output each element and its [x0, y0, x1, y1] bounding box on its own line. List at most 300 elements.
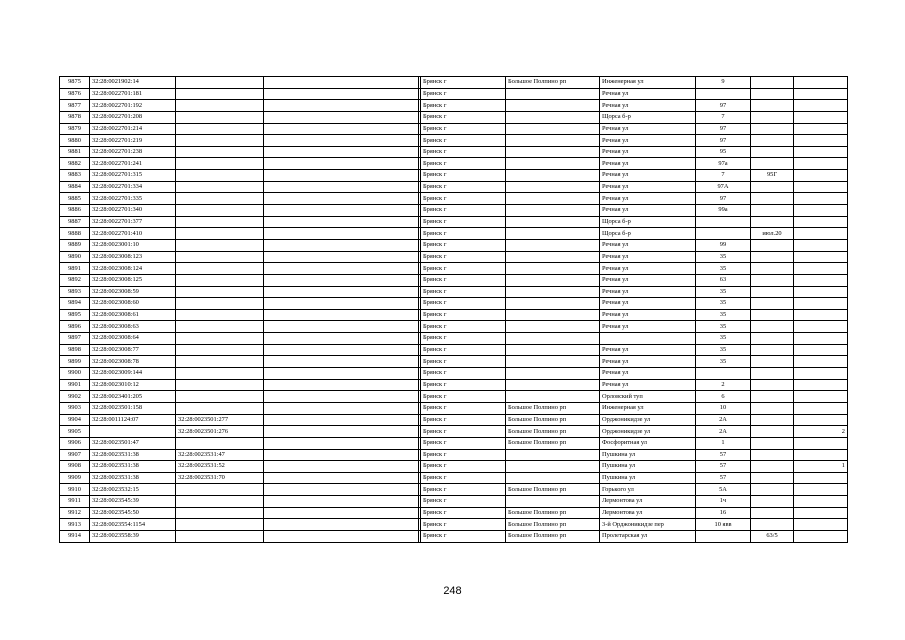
- house-cell: 10: [696, 402, 751, 414]
- building-cell: [751, 449, 794, 461]
- linked-cadastral-cell: [176, 111, 264, 123]
- row-number-cell: 9880: [60, 135, 90, 147]
- table-row: [60, 123, 848, 135]
- house-cell: 57: [696, 461, 751, 473]
- table-row: [60, 158, 848, 170]
- table-row: [60, 228, 848, 240]
- table-row: [60, 426, 848, 438]
- settlement-cell: [506, 263, 600, 275]
- unit-cell: [794, 472, 848, 484]
- empty-cell: [264, 321, 419, 333]
- house-cell: 57: [696, 449, 751, 461]
- unit-cell: [794, 298, 848, 310]
- table-row: [60, 321, 848, 333]
- table-row: [60, 251, 848, 263]
- unit-cell: [794, 309, 848, 321]
- unit-cell: [794, 402, 848, 414]
- linked-cadastral-cell: 32:28:0023531:52: [176, 461, 264, 473]
- unit-cell: 1: [794, 461, 848, 473]
- empty-cell: [264, 530, 419, 542]
- empty-cell: [264, 193, 419, 205]
- row-number-cell: 9884: [60, 181, 90, 193]
- house-cell: [696, 216, 751, 228]
- table-row: [60, 368, 848, 380]
- house-cell: 97а: [696, 158, 751, 170]
- linked-cadastral-cell: [176, 368, 264, 380]
- cadastral-number-cell: 32:28:0023008:61: [90, 309, 176, 321]
- settlement-cell: [506, 228, 600, 240]
- house-cell: 35: [696, 286, 751, 298]
- unit-cell: [794, 228, 848, 240]
- settlement-cell: [506, 298, 600, 310]
- building-cell: [751, 146, 794, 158]
- row-number-cell: 9913: [60, 519, 90, 531]
- unit-cell: [794, 344, 848, 356]
- settlement-cell: [506, 193, 600, 205]
- unit-cell: [794, 507, 848, 519]
- table-row: [60, 402, 848, 414]
- table-row: [60, 193, 848, 205]
- city-cell: Брянск г: [421, 321, 506, 333]
- street-cell: Речная ул: [600, 379, 696, 391]
- linked-cadastral-cell: [176, 321, 264, 333]
- empty-cell: [264, 170, 419, 182]
- house-cell: 1: [696, 437, 751, 449]
- house-cell: 97: [696, 100, 751, 112]
- row-number-cell: 9875: [60, 77, 90, 89]
- street-cell: Речная ул: [600, 274, 696, 286]
- empty-cell: [264, 77, 419, 89]
- page-number: 248: [443, 585, 462, 597]
- cadastral-number-cell: 32:28:0023501:47: [90, 437, 176, 449]
- empty-cell: [264, 286, 419, 298]
- cadastral-number-cell: 32:28:0011124:07: [90, 414, 176, 426]
- linked-cadastral-cell: [176, 146, 264, 158]
- table-row: [60, 461, 848, 473]
- street-cell: Речная ул: [600, 181, 696, 193]
- house-cell: 97: [696, 123, 751, 135]
- cadastral-number-cell: 32:28:0023401:205: [90, 391, 176, 403]
- building-cell: [751, 368, 794, 380]
- street-cell: Щорса б-р: [600, 216, 696, 228]
- table-row: [60, 309, 848, 321]
- linked-cadastral-cell: [176, 239, 264, 251]
- settlement-cell: Большое Полпино рп: [506, 402, 600, 414]
- empty-cell: [264, 181, 419, 193]
- linked-cadastral-cell: 32:28:0023531:70: [176, 472, 264, 484]
- cadastral-number-cell: 32:28:0022701:315: [90, 170, 176, 182]
- linked-cadastral-cell: [176, 216, 264, 228]
- empty-cell: [264, 135, 419, 147]
- linked-cadastral-cell: [176, 263, 264, 275]
- house-cell: 6: [696, 391, 751, 403]
- unit-cell: [794, 368, 848, 380]
- linked-cadastral-cell: [176, 356, 264, 368]
- settlement-cell: Большое Полпино рп: [506, 507, 600, 519]
- house-cell: 9: [696, 77, 751, 89]
- city-cell: Брянск г: [421, 449, 506, 461]
- table-row: [60, 111, 848, 123]
- house-cell: 35: [696, 344, 751, 356]
- building-cell: [751, 274, 794, 286]
- building-cell: [751, 100, 794, 112]
- row-number-cell: 9894: [60, 298, 90, 310]
- empty-cell: [264, 507, 419, 519]
- building-cell: июл.20: [751, 228, 794, 240]
- linked-cadastral-cell: [176, 507, 264, 519]
- empty-cell: [264, 519, 419, 531]
- cadastral-number-cell: 32:28:0022701:208: [90, 111, 176, 123]
- building-cell: [751, 158, 794, 170]
- cadastral-number-cell: 32:28:0023009:144: [90, 368, 176, 380]
- settlement-cell: Большое Полпино рп: [506, 437, 600, 449]
- unit-cell: [794, 263, 848, 275]
- house-cell: [696, 530, 751, 542]
- street-cell: Пролетарская ул: [600, 530, 696, 542]
- settlement-cell: [506, 158, 600, 170]
- street-cell: Пушкина ул: [600, 472, 696, 484]
- settlement-cell: Большое Полпино рп: [506, 414, 600, 426]
- linked-cadastral-cell: [176, 193, 264, 205]
- house-cell: 97: [696, 135, 751, 147]
- empty-cell: [264, 263, 419, 275]
- linked-cadastral-cell: [176, 437, 264, 449]
- settlement-cell: Большое Полпино рп: [506, 426, 600, 438]
- street-cell: Речная ул: [600, 100, 696, 112]
- empty-cell: [264, 391, 419, 403]
- house-cell: 97: [696, 193, 751, 205]
- city-cell: Брянск г: [421, 437, 506, 449]
- row-number-cell: 9898: [60, 344, 90, 356]
- house-cell: 35: [696, 251, 751, 263]
- row-number-cell: 9903: [60, 402, 90, 414]
- street-cell: Речная ул: [600, 146, 696, 158]
- empty-cell: [264, 146, 419, 158]
- street-cell: Пушкина ул: [600, 449, 696, 461]
- settlement-cell: [506, 391, 600, 403]
- empty-cell: [264, 100, 419, 112]
- cadastral-number-cell: 32:28:0022701:192: [90, 100, 176, 112]
- street-cell: Речная ул: [600, 135, 696, 147]
- street-cell: Щорса б-р: [600, 111, 696, 123]
- city-cell: Брянск г: [421, 181, 506, 193]
- building-cell: [751, 484, 794, 496]
- street-cell: Лермонтова ул: [600, 507, 696, 519]
- unit-cell: [794, 111, 848, 123]
- street-cell: Пушкина ул: [600, 461, 696, 473]
- cadastral-number-cell: 32:28:0021902:14: [90, 77, 176, 89]
- linked-cadastral-cell: [176, 135, 264, 147]
- unit-cell: [794, 484, 848, 496]
- house-cell: 35: [696, 356, 751, 368]
- settlement-cell: [506, 239, 600, 251]
- cadastral-number-cell: 32:28:0023008:78: [90, 356, 176, 368]
- settlement-cell: [506, 181, 600, 193]
- table-row: [60, 274, 848, 286]
- empty-cell: [264, 309, 419, 321]
- empty-cell: [264, 228, 419, 240]
- cadastral-number-cell: 32:28:0023532:15: [90, 484, 176, 496]
- city-cell: Брянск г: [421, 228, 506, 240]
- empty-cell: [264, 356, 419, 368]
- row-number-cell: 9895: [60, 309, 90, 321]
- settlement-cell: [506, 216, 600, 228]
- table-row: [60, 286, 848, 298]
- empty-cell: [264, 274, 419, 286]
- city-cell: Брянск г: [421, 216, 506, 228]
- empty-cell: [264, 205, 419, 217]
- building-cell: [751, 344, 794, 356]
- row-number-cell: 9899: [60, 356, 90, 368]
- cadastral-number-cell: 32:28:0022701:335: [90, 193, 176, 205]
- unit-cell: [794, 356, 848, 368]
- cadastral-number-cell: 32:28:0023008:60: [90, 298, 176, 310]
- street-cell: Речная ул: [600, 239, 696, 251]
- house-cell: 35: [696, 309, 751, 321]
- building-cell: 63/5: [751, 530, 794, 542]
- city-cell: Брянск г: [421, 391, 506, 403]
- building-cell: [751, 356, 794, 368]
- settlement-cell: Большое Полпино рп: [506, 519, 600, 531]
- row-number-cell: 9885: [60, 193, 90, 205]
- linked-cadastral-cell: [176, 519, 264, 531]
- city-cell: Брянск г: [421, 111, 506, 123]
- table-row: [60, 379, 848, 391]
- empty-cell: [264, 158, 419, 170]
- table-body: [60, 77, 848, 543]
- unit-cell: [794, 88, 848, 100]
- table-row: [60, 100, 848, 112]
- settlement-cell: [506, 286, 600, 298]
- empty-cell: [264, 368, 419, 380]
- street-cell: Горького ул: [600, 484, 696, 496]
- linked-cadastral-cell: 32:28:0023501:277: [176, 414, 264, 426]
- unit-cell: [794, 77, 848, 89]
- cadastral-number-cell: 32:28:0023545:50: [90, 507, 176, 519]
- settlement-cell: [506, 461, 600, 473]
- cadastral-number-cell: 32:28:0022701:377: [90, 216, 176, 228]
- building-cell: [751, 239, 794, 251]
- cadastral-number-cell: 32:28:0023531:38: [90, 461, 176, 473]
- street-cell: Лермонтова ул: [600, 496, 696, 508]
- city-cell: Брянск г: [421, 379, 506, 391]
- unit-cell: [794, 333, 848, 345]
- linked-cadastral-cell: [176, 484, 264, 496]
- house-cell: 7: [696, 111, 751, 123]
- row-number-cell: 9904: [60, 414, 90, 426]
- row-number-cell: 9877: [60, 100, 90, 112]
- street-cell: Речная ул: [600, 298, 696, 310]
- unit-cell: [794, 181, 848, 193]
- row-number-cell: 9907: [60, 449, 90, 461]
- settlement-cell: Большое Полпино рп: [506, 77, 600, 89]
- linked-cadastral-cell: [176, 170, 264, 182]
- table-row: [60, 519, 848, 531]
- unit-cell: [794, 100, 848, 112]
- linked-cadastral-cell: [176, 100, 264, 112]
- city-cell: Брянск г: [421, 286, 506, 298]
- row-number-cell: 9910: [60, 484, 90, 496]
- building-cell: [751, 519, 794, 531]
- city-cell: Брянск г: [421, 170, 506, 182]
- cadastral-number-cell: 32:28:0023008:77: [90, 344, 176, 356]
- street-cell: Речная ул: [600, 123, 696, 135]
- row-number-cell: 9914: [60, 530, 90, 542]
- house-cell: [696, 88, 751, 100]
- building-cell: [751, 437, 794, 449]
- street-cell: [600, 333, 696, 345]
- row-number-cell: 9883: [60, 170, 90, 182]
- row-number-cell: 9908: [60, 461, 90, 473]
- empty-cell: [264, 239, 419, 251]
- row-number-cell: 9887: [60, 216, 90, 228]
- city-cell: Брянск г: [421, 146, 506, 158]
- row-number-cell: 9889: [60, 239, 90, 251]
- empty-cell: [264, 379, 419, 391]
- settlement-cell: [506, 170, 600, 182]
- linked-cadastral-cell: [176, 123, 264, 135]
- building-cell: [751, 426, 794, 438]
- cadastral-number-cell: 32:28:0023001:10: [90, 239, 176, 251]
- row-number-cell: 9890: [60, 251, 90, 263]
- building-cell: [751, 135, 794, 147]
- building-cell: [751, 461, 794, 473]
- house-cell: 35: [696, 263, 751, 275]
- cadastral-number-cell: 32:28:0023008:123: [90, 251, 176, 263]
- city-cell: Брянск г: [421, 251, 506, 263]
- linked-cadastral-cell: [176, 333, 264, 345]
- building-cell: [751, 496, 794, 508]
- linked-cadastral-cell: [176, 228, 264, 240]
- city-cell: Брянск г: [421, 77, 506, 89]
- street-cell: Орджоникидзе ул: [600, 426, 696, 438]
- unit-cell: [794, 274, 848, 286]
- cadastral-number-cell: 32:28:0023008:63: [90, 321, 176, 333]
- city-cell: Брянск г: [421, 135, 506, 147]
- city-cell: Брянск г: [421, 496, 506, 508]
- city-cell: Брянск г: [421, 368, 506, 380]
- unit-cell: [794, 321, 848, 333]
- unit-cell: [794, 170, 848, 182]
- empty-cell: [264, 216, 419, 228]
- cadastral-number-cell: [90, 426, 176, 438]
- settlement-cell: [506, 100, 600, 112]
- city-cell: Брянск г: [421, 484, 506, 496]
- street-cell: Речная ул: [600, 321, 696, 333]
- street-cell: Щорса б-р: [600, 228, 696, 240]
- unit-cell: [794, 123, 848, 135]
- city-cell: Брянск г: [421, 88, 506, 100]
- cadastral-number-cell: 32:28:0022701:214: [90, 123, 176, 135]
- empty-cell: [264, 251, 419, 263]
- unit-cell: [794, 146, 848, 158]
- street-cell: Речная ул: [600, 193, 696, 205]
- row-number-cell: 9900: [60, 368, 90, 380]
- table-row: [60, 484, 848, 496]
- unit-cell: [794, 391, 848, 403]
- linked-cadastral-cell: [176, 344, 264, 356]
- house-cell: 99а: [696, 205, 751, 217]
- building-cell: [751, 77, 794, 89]
- row-number-cell: 9892: [60, 274, 90, 286]
- house-cell: [696, 368, 751, 380]
- table-row: [60, 507, 848, 519]
- row-number-cell: 9878: [60, 111, 90, 123]
- street-cell: Речная ул: [600, 88, 696, 100]
- city-cell: Брянск г: [421, 426, 506, 438]
- building-cell: [751, 333, 794, 345]
- city-cell: Брянск г: [421, 356, 506, 368]
- house-cell: 35: [696, 333, 751, 345]
- table-row: [60, 88, 848, 100]
- cadastral-number-cell: 32:28:0022701:238: [90, 146, 176, 158]
- street-cell: Речная ул: [600, 205, 696, 217]
- settlement-cell: [506, 496, 600, 508]
- street-cell: Речная ул: [600, 368, 696, 380]
- empty-cell: [264, 333, 419, 345]
- linked-cadastral-cell: [176, 530, 264, 542]
- cadastral-number-cell: 32:28:0023008:64: [90, 333, 176, 345]
- city-cell: Брянск г: [421, 461, 506, 473]
- settlement-cell: [506, 449, 600, 461]
- cadastral-number-cell: 32:28:0023554:1154: [90, 519, 176, 531]
- settlement-cell: [506, 472, 600, 484]
- settlement-cell: [506, 205, 600, 217]
- cadastral-number-cell: 32:28:0022701:340: [90, 205, 176, 217]
- city-cell: Брянск г: [421, 344, 506, 356]
- row-number-cell: 9882: [60, 158, 90, 170]
- table-row: [60, 216, 848, 228]
- city-cell: Брянск г: [421, 333, 506, 345]
- building-cell: [751, 321, 794, 333]
- row-number-cell: 9909: [60, 472, 90, 484]
- linked-cadastral-cell: [176, 379, 264, 391]
- empty-cell: [264, 484, 419, 496]
- unit-cell: [794, 286, 848, 298]
- city-cell: Брянск г: [421, 100, 506, 112]
- row-number-cell: 9879: [60, 123, 90, 135]
- house-cell: 35: [696, 321, 751, 333]
- settlement-cell: [506, 368, 600, 380]
- building-cell: [751, 123, 794, 135]
- building-cell: [751, 111, 794, 123]
- street-cell: Орджоникидзе ул: [600, 414, 696, 426]
- empty-cell: [264, 496, 419, 508]
- linked-cadastral-cell: [176, 181, 264, 193]
- table-row: [60, 239, 848, 251]
- unit-cell: [794, 414, 848, 426]
- linked-cadastral-cell: [176, 496, 264, 508]
- row-number-cell: 9893: [60, 286, 90, 298]
- street-cell: Инженерная ул: [600, 402, 696, 414]
- building-cell: [751, 298, 794, 310]
- unit-cell: [794, 449, 848, 461]
- linked-cadastral-cell: [176, 205, 264, 217]
- empty-cell: [264, 298, 419, 310]
- table-row: [60, 333, 848, 345]
- linked-cadastral-cell: [176, 274, 264, 286]
- cadastral-number-cell: 32:28:0023531:38: [90, 449, 176, 461]
- city-cell: Брянск г: [421, 519, 506, 531]
- city-cell: Брянск г: [421, 193, 506, 205]
- unit-cell: [794, 158, 848, 170]
- cadastral-number-cell: 32:28:0023008:124: [90, 263, 176, 275]
- street-cell: Орловский туп: [600, 391, 696, 403]
- table-row: [60, 356, 848, 368]
- city-cell: Брянск г: [421, 530, 506, 542]
- house-cell: 2А: [696, 426, 751, 438]
- city-cell: Брянск г: [421, 472, 506, 484]
